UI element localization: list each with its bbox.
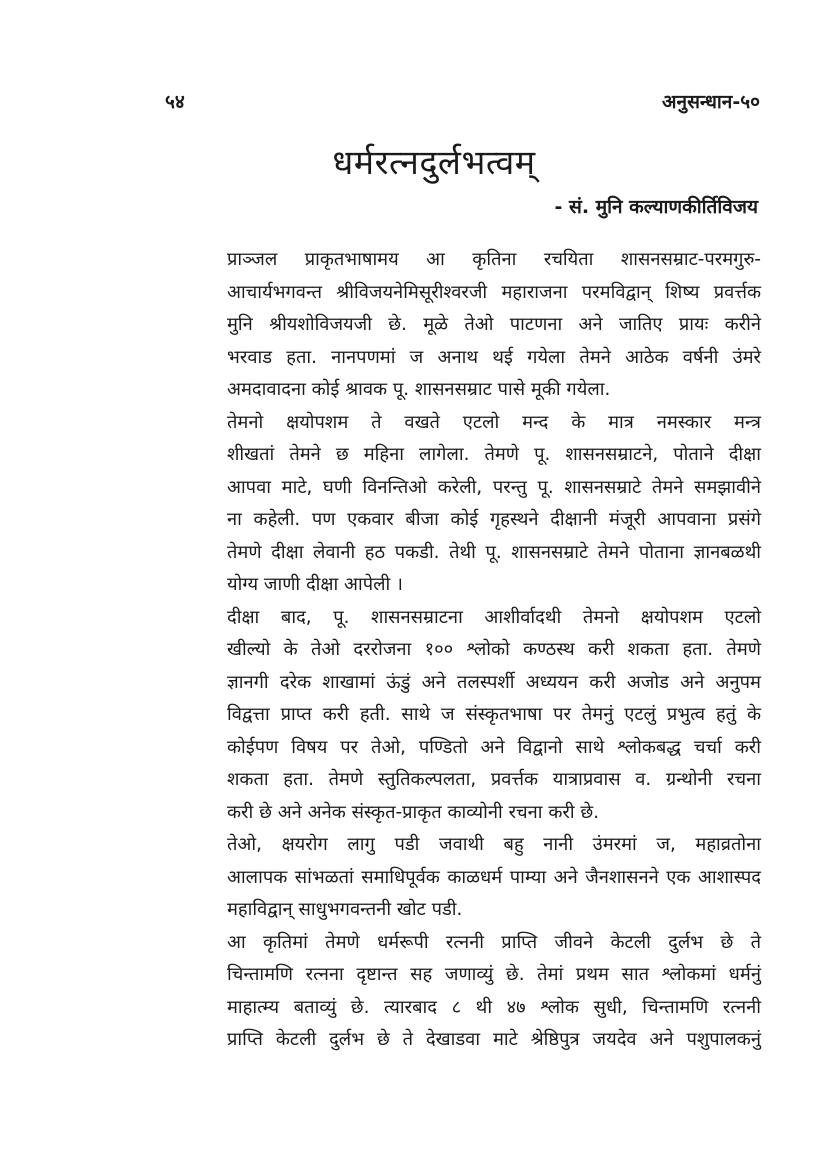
text-line: प्राञ्जल प्राकृतभाषामय आ कृतिना रचयिता शासनसम्राट-परमगुरु- [227,249,761,270]
paragraph [163,407,761,602]
text-line: आचार्यभगवन्त श्रीविजयनेमिसूरीश्वरजी महाराजना परमविद्वान् शिष्य प्रवर्त्तक [227,281,761,303]
running-header [165,86,760,116]
article-author: - सं. मुनि कल्याणकीर्तिविजय [554,196,758,218]
paragraph [163,602,761,830]
text-line: ज्ञानगी दरेक शाखामां ऊंडुं अने तलस्पर्शी अध्ययन करी अजोड अने अनुपम [227,671,761,693]
text-line: शीखतां तेमने छ महिना लागेला. तेमणे पू. शासनसम्राटने, पोताने दीक्षा [227,444,761,465]
text-line: योग्य जाणी दीक्षा आपेली । [227,574,403,595]
text-line: चिन्तामणि रत्नना दृष्टान्त सह जणाव्युं छे. तेमां प्रथम सात श्लोकमां धर्मनुं [227,964,761,985]
paragraph [163,829,761,927]
text-line: विद्वत्ता प्राप्त करी हती. साथे ज संस्कृतभाषा पर तेमनुं एटलुं प्रभुत्व हतुं के [227,704,761,725]
paragraph [163,927,761,1057]
text-line: आलापक सांभळतां समाधिपूर्वक काळधर्म पाम्या अने जैनशासनने एक आशास्पद [227,866,761,888]
text-line: अमदावादना कोई श्रावक पू. शासनसम्राट पासे मूकी गयेला. [227,379,611,400]
text-line: मुनि श्रीयशोविजयजी छे. मूळे तेओ पाटणना अने जातिए प्रायः करीने [227,314,761,335]
paragraph [163,244,761,407]
text-line: भरवाड हता. नानपणमां ज अनाथ थई गयेला तेमने आठेक वर्षनी उंमरे [227,346,761,368]
text-line: तेमणे दीक्षा लेवानी हठ पकडी. तेथी पू. शासनसम्राटे तेमने पोताना ज्ञानबळथी [227,541,761,563]
page-number: ५४ [165,91,185,113]
text-line: प्राप्ति केटली दुर्लभ छे ते देखाडवा माटे श्रेष्ठिपुत्र जयदेव अने पशुपालकनुं [227,1029,761,1050]
text-line: तेमनो क्षयोपशम ते वखते एटलो मन्द के मात्र नमस्कार मन्त्र [227,411,761,433]
text-line: दीक्षा बाद, पू. शासनसम्राटना आशीर्वादथी तेमनो क्षयोपशम एटलो [227,606,761,628]
text-line: करी छे अने अनेक संस्कृत-प्राकृत काव्योनी रचना करी छे. [227,801,600,823]
text-line: खील्यो के तेओ दररोजना १०० श्लोको कण्ठस्थ करी शकता हता. तेमणे [227,639,761,660]
text-line: ना कहेली. पण एकवार बीजा कोई गृहस्थने दीक्षानी मंजूरी आपवाना प्रसंगे [227,509,761,530]
article-title: धर्मरत्नदुर्लभत्वम् [332,143,536,183]
text-line: महाविद्वान् साधुभगवन्तनी खोट पडी. [227,899,463,920]
journal-title: अनुसन्धान-५० [662,91,760,113]
text-line: आपवा माटे, घणी विनन्तिओ करेली, परन्तु पू. शासनसम्राटे तेमने समझावीने [227,476,761,498]
text-line: शकता हता. तेमणे स्तुतिकल्पलता, प्रवर्त्तक यात्राप्रवास व. ग्रन्थोनी रचना [227,769,761,790]
text-line: कोईपण विषय पर तेओ, पण्डितो अने विद्वानो साथे श्लोकबद्ध चर्चा करी [227,736,761,758]
text-line: माहात्म्य बताव्युं छे. त्यारबाद ८ थी ४७ श्लोक सुधी, चिन्तामणि रत्ननी [227,996,761,1018]
article-body [163,244,761,1057]
text-line: तेओ, क्षयरोग लागु पडी जवाथी बहु नानी उंमरमां ज, महाव्रतोना [227,834,761,855]
text-line: आ कृतिमां तेमणे धर्मरूपी रत्ननी प्राप्ति जीवने केटली दुर्लभ छे ते [227,931,761,953]
